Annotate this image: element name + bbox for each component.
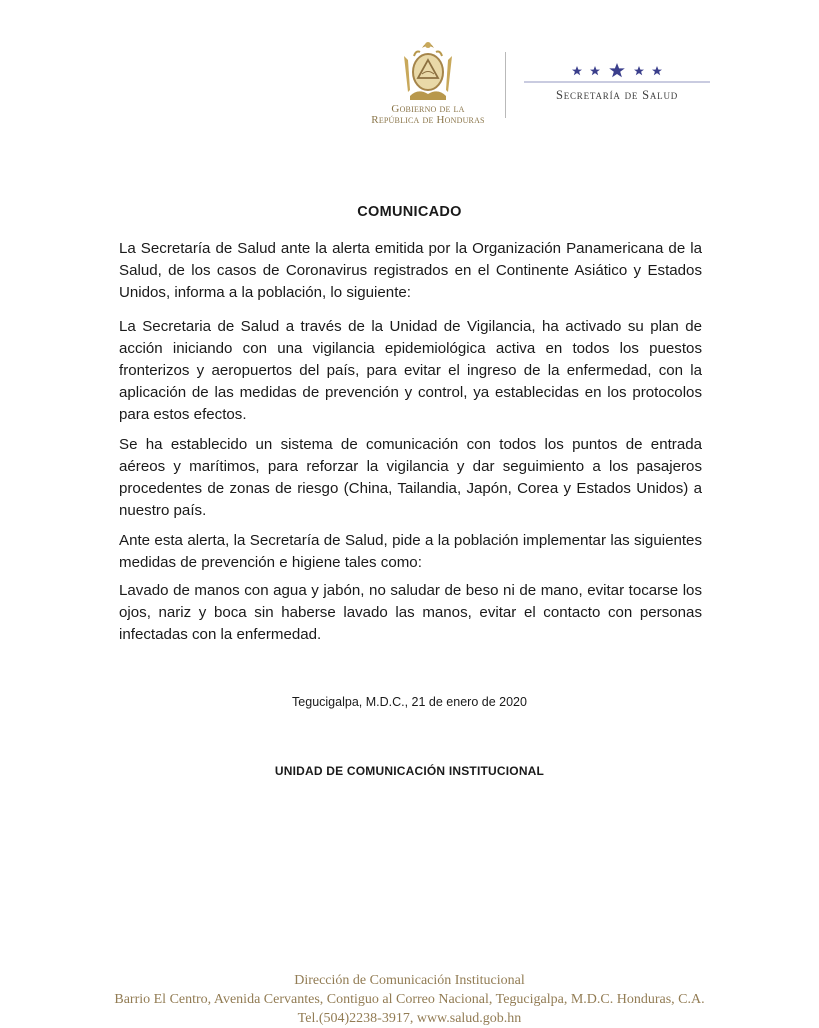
paragraph-5: Lavado de manos con agua y jabón, no saludar de beso ni de mano, evitar tocarse los ojos, nariz y boca sin haberse lavado las manos, evitar el contacto con personas infectadas con la enfermedad. — [119, 582, 702, 643]
document-title: COMUNICADO — [357, 204, 462, 220]
footer-line-1: Dirección de Comunicación Institucional — [294, 973, 525, 988]
ministry-block — [524, 62, 710, 103]
coat-of-arms-icon — [398, 36, 458, 104]
ministry-rule — [524, 81, 710, 83]
header-divider — [505, 52, 506, 118]
footer-line-2: Barrio El Centro, Avenida Cervantes, Contiguo al Correo Nacional, Tegucigalpa, M.D.C. Honduras, C.A. — [114, 992, 705, 1007]
paragraph-4: Ante esta alerta, la Secretaría de Salud, pide a la población implementar las siguientes medidas de prevención e higiene tales como: — [119, 532, 702, 571]
paragraph-1: La Secretaría de Salud ante la alerta emitida por la Organización Panamericana de la Salud, de los casos de Coronavirus registrados en el Continente Asiático y Estados Unidos, informa a la población, lo siguiente: — [119, 240, 702, 301]
paragraph-3: Se ha establecido un sistema de comunicación con todos los puntos de entrada aéreos y marítimos, para reforzar la vigilancia y dar seguimiento a los pasajeros procedentes de zonas de riesgo (China, Tailandia, Japón, Corea y Estados Unidos) a nuestro país. — [119, 436, 702, 519]
government-name-line1: Gobierno de la — [391, 103, 465, 115]
five-stars-icon — [571, 62, 663, 78]
place-and-date: Tegucigalpa, M.D.C., 21 de enero de 2020 — [292, 695, 527, 709]
paragraph-2: La Secretaria de Salud a través de la Unidad de Vigilancia, ha activado su plan de acción iniciando con una vigilancia epidemiológica activa en todos los puestos fronterizos y aeropuertos del país, para evitar el ingreso de la enfermedad, con la aplicación de las medidas de prevención y control, ya establecidas en los protocolos para estos efectos. — [119, 318, 702, 423]
footer — [0, 971, 819, 1028]
footer-line-3: Tel.(504)2238-3917, www.salud.gob.hn — [297, 1011, 522, 1026]
government-name-line2: República de Honduras — [371, 114, 485, 126]
government-emblem-block — [358, 36, 498, 126]
ministry-name: Secretaría de Salud — [555, 88, 679, 102]
issuing-unit: UNIDAD DE COMUNICACIÓN INSTITUCIONAL — [274, 764, 545, 778]
